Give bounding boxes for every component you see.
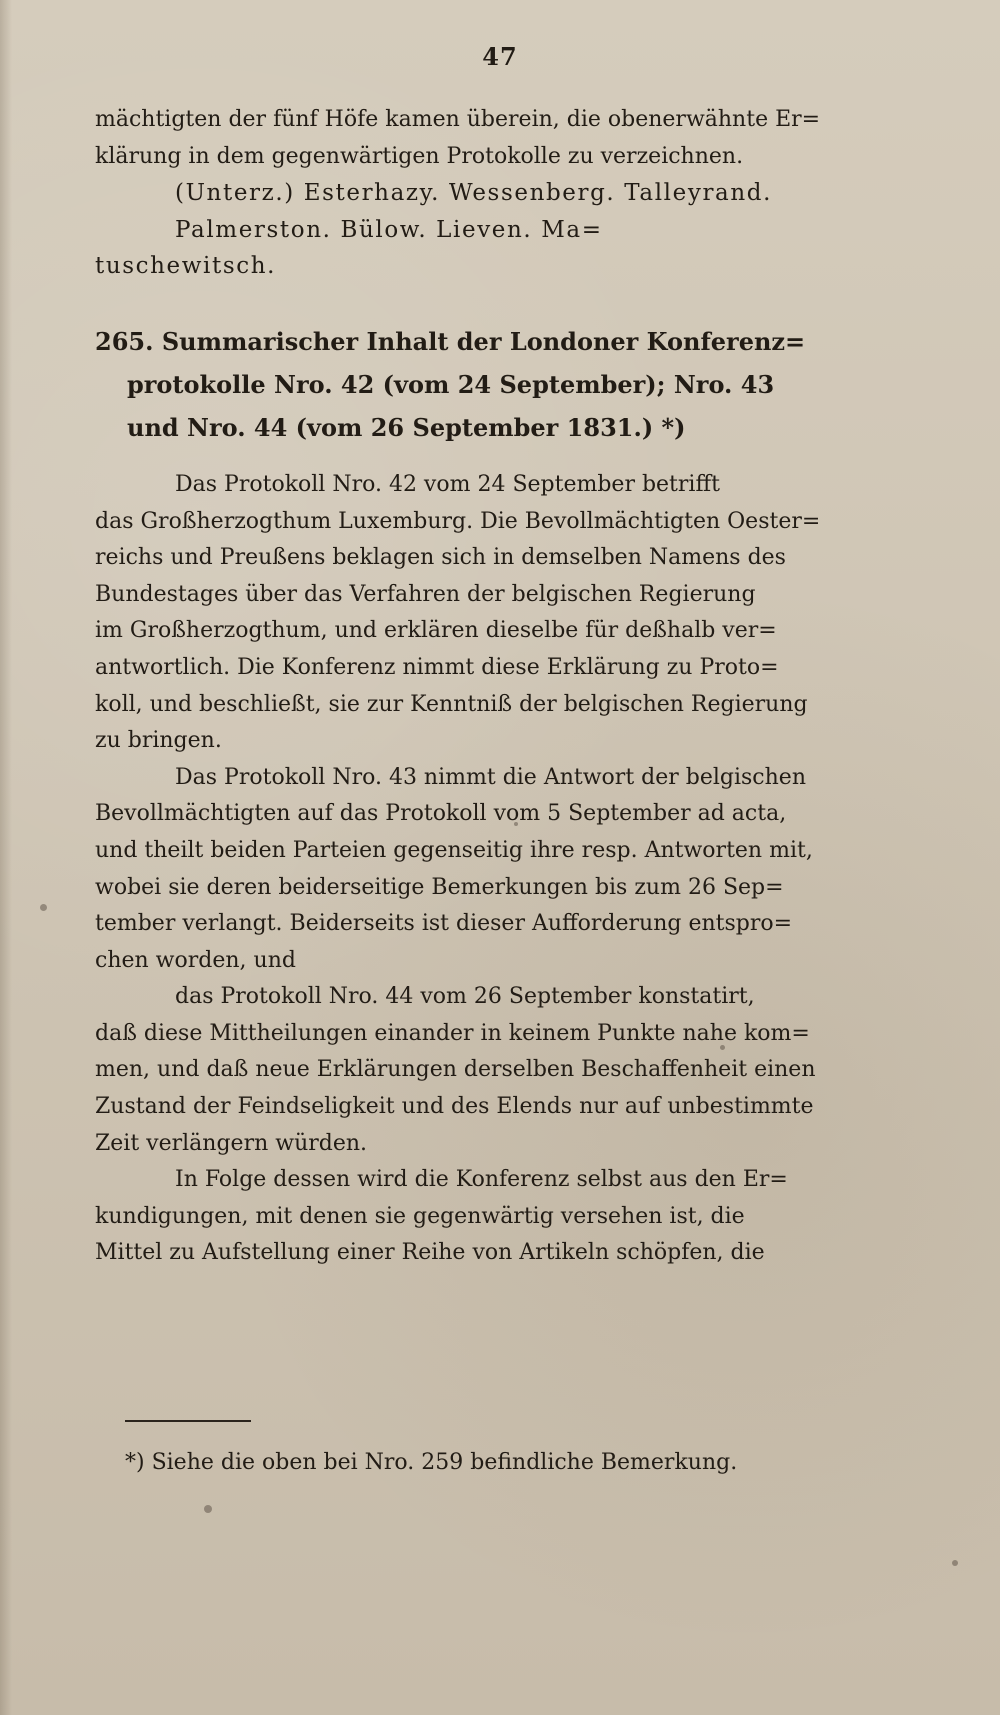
text-line: daß diese Mittheilungen einander in keinem Punkte nahe kom= [95,1020,810,1046]
text-line: zu bringen. [95,728,222,754]
signatory-line: Palmerston. Bülow. Lieven. Ma= [175,216,603,243]
text-line: mächtigten der fünf Höfe kamen überein, die obenerwähnte Er= [95,107,821,132]
section-title-line: und Nro. 44 (vom 26 September 1831.) *) [127,412,686,442]
text-line: und theilt beiden Parteien gegenseitig ihre resp. Antworten mit, [95,837,813,863]
footnote: *) Siehe die oben bei Nro. 259 befindliche Bemerkung. [125,1450,738,1475]
paper-speck [40,904,47,911]
paragraph-protocol-44 [95,979,895,1162]
body-text [95,467,895,1272]
text-line: antwortlich. Die Konferenz nimmt diese Erklärung zu Proto= [95,654,779,680]
paper-speck [952,1560,958,1566]
section-heading-first-line [95,320,895,363]
signatories-block [95,175,895,285]
text-line: Bundestages über das Verfahren der belgischen Regierung [95,581,756,607]
text-line: im Großherzogthum, und erklären dieselbe für deßhalb ver= [95,618,777,644]
text-line: koll, und beschließt, sie zur Kenntniß der belgischen Regierung [95,691,808,717]
text-line: Mittel zu Aufstellung einer Reihe von Artikeln schöpfen, die [95,1240,765,1266]
text-line: Bevollmächtigten auf das Protokoll vom 5 September ad acta, [95,801,787,827]
section-title-line: Summarischer Inhalt der Londoner Konferenz= [161,326,806,356]
page-content [95,102,895,1272]
paper-speck [720,1045,725,1050]
section-heading [95,320,895,449]
paragraph-conclusion [95,1162,895,1272]
footnote-divider [125,1420,251,1422]
text-line: chen worden, und [95,947,296,973]
section-number: 265. [95,326,154,356]
text-line: das Großherzogthum Luxemburg. Die Bevollmächtigten Oester= [95,508,821,534]
text-line: klärung in dem gegenwärtigen Protokolle zu verzeichnen. [95,143,744,169]
text-line: Zustand der Feindseligkeit und des Elends nur auf unbestimmte [95,1094,814,1120]
text-line: In Folge dessen wird die Konferenz selbst aus den Er= [175,1167,788,1193]
page-number: 47 [482,42,518,71]
text-line: Das Protokoll Nro. 43 nimmt die Antwort der belgischen [175,764,806,790]
opening-text [95,102,895,175]
paper-speck [204,1505,212,1513]
text-line: Zeit verlängern würden. [95,1130,368,1156]
signatory-line: tuschewitsch. [95,253,277,280]
paper-speck [514,822,518,826]
signatory-line: (Unterz.) Esterhazy. Wessenberg. Talleyrand. [175,180,772,207]
paragraph-protocol-43 [95,760,895,980]
paragraph-protocol-42 [95,467,895,760]
section-title-line: protokolle Nro. 42 (vom 24 September); Nro. 43 [127,369,775,399]
text-line: men, und daß neue Erklärungen derselben Beschaffenheit einen [95,1057,816,1083]
text-line: das Protokoll Nro. 44 vom 26 September konstatirt, [175,984,755,1010]
text-line: wobei sie deren beiderseitige Bemerkungen bis zum 26 Sep= [95,874,784,900]
text-line: kundigungen, mit denen sie gegenwärtig versehen ist, die [95,1203,745,1229]
text-line: Das Protokoll Nro. 42 vom 24 September betrifft [175,471,720,497]
text-line: tember verlangt. Beiderseits ist dieser Aufforderung entspro= [95,911,793,937]
text-line: reichs und Preußens beklagen sich in demselben Namens des [95,545,786,571]
